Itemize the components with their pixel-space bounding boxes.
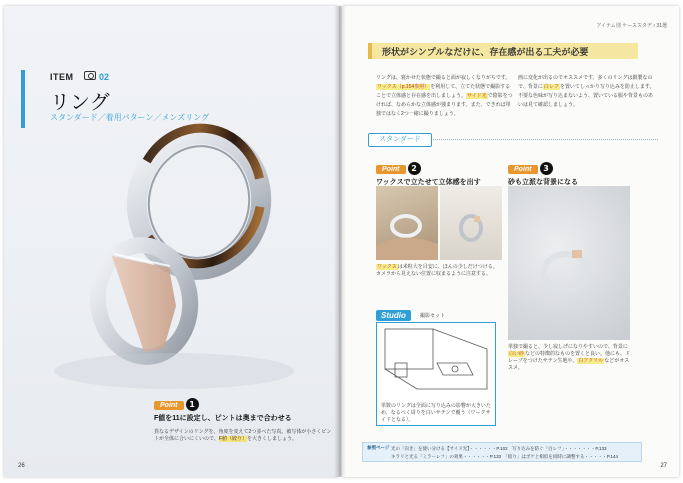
camera-icon [84, 71, 96, 80]
page-number-right: 27 [660, 463, 667, 469]
sand-background-photo [508, 186, 630, 340]
point-2-header [376, 156, 481, 187]
left-page [4, 6, 339, 477]
standard-section-label: スタンダード [368, 133, 432, 147]
caption-text: 単独で撮ると、少し寂しげになりやすいので、背景に [508, 344, 628, 350]
intro-text: リングは、寝かせた状態で撮ると面が寂しくなりがちです。 [376, 75, 511, 81]
item-number: 02 [99, 72, 110, 82]
studio-badge: Studio [376, 310, 411, 321]
point-number: 2 [408, 162, 421, 175]
intro-text: で陰影をつければ、なめらかな立体感が強まります。また、できれば単独ではなく2つ一緒に撮りましょう。 [376, 93, 513, 117]
point-2-caption [376, 264, 502, 278]
keyword-tag: サイド光 [467, 93, 487, 99]
intro-text: を置いてしっかり写り込みを防止します。不要な色味が写り込まないよう、置いている服や背景ものあいは見て確認しましょう。 [518, 84, 655, 108]
intro-text: を利用して、立てた状態で撮影することで立体感と存在感を出しましょう。 [376, 84, 511, 99]
fingers-with-ring [376, 186, 438, 260]
intro-text: 画に変化が出るのでオススメです。多くのリングは銀製なので、背景に [518, 75, 653, 90]
keyword-tag: ワックス [377, 264, 397, 270]
wax-photo-2 [440, 186, 502, 260]
page-number-left: 26 [18, 463, 25, 469]
point-body-text-end: を大きくしましょう。 [246, 436, 297, 442]
point-body [154, 429, 334, 443]
page-title: リング [50, 92, 110, 114]
title-accent-bar [21, 70, 25, 128]
banner-text: 形状がシンプルなだけに、存在感が出る工夫が必要 [382, 48, 589, 58]
right-page [342, 6, 679, 477]
intro-text-left [376, 74, 514, 119]
wax-photo-1 [376, 186, 438, 260]
point-number: 3 [540, 162, 553, 175]
reference-title: 参照ページ [367, 445, 390, 450]
point-body-text: 異なるデザインのリングを、角度を変えて2つ並べた写真。被写体が小さくピントが全体に合いにくいので、 [154, 429, 332, 442]
ring-standing-photo [440, 186, 502, 260]
studio-line-drawing [377, 323, 495, 395]
page-subtitle: スタンダード／着用パターン／メンズリング [50, 113, 210, 122]
caption-text: などの特徴的なものを置くと良い。他にも、ドレープをつけたサテン生地や、 [508, 351, 631, 364]
point-heading: F値を11に設定し、ピントは奥まで合わせる [154, 415, 292, 422]
section-banner [368, 43, 638, 59]
keyword-tag: ワックス（p.154参照） [377, 84, 430, 90]
point-badge: Point [376, 165, 406, 174]
studio-label: 撮影セット [420, 313, 446, 319]
keyword-tag: 白い砂 [509, 351, 525, 357]
point-1-block [154, 392, 334, 443]
reference-row: 光の「向き」を使い分ける【サイド光】・・・・・・P.102 写り込みを防ぐ「白レフ」・・・・・・・P.133 [391, 446, 607, 451]
ring-on-sand [508, 186, 630, 340]
keyword-tag: 白アクリル [578, 358, 604, 364]
point-number: 1 [186, 398, 199, 411]
highlight-term: F値（絞り） [218, 436, 247, 442]
point-badge: Point [154, 401, 184, 410]
reference-pages-box [362, 442, 642, 462]
intro-text-right [518, 74, 656, 110]
item-label: ITEM [50, 72, 74, 82]
point-heading: 砂も立派な背景になる [508, 179, 578, 186]
studio-caption: 単数のリングは全面に写り込みの影響が大きいため、なるべく周りを白いサテンで覆う（ワークサイドとなる）。 [381, 403, 491, 423]
caption-text: などがオススメ。 [508, 358, 630, 371]
book-gutter-shadow [334, 6, 346, 477]
point-3-caption [508, 344, 632, 372]
studio-setup-diagram [376, 322, 496, 426]
caption-text: は米粒大を目安に、ほんの少しだけつける。カメラから見えない位置に収まるように注意する。 [376, 264, 498, 277]
point-3-header [508, 156, 578, 187]
running-head: アイテム別 ケーススタディ31選 [596, 23, 667, 29]
point-heading: ワックスで立たせて立体感を出す [376, 179, 481, 186]
point-badge: Point [508, 165, 538, 174]
reference-row: キラリと光る「ミラーレフ」の効果・・・・・・P.133 「絞り」はボケと相似を同時に調整する・・・・・P.144 [391, 454, 619, 459]
keyword-tag: 白レフ [543, 84, 559, 90]
